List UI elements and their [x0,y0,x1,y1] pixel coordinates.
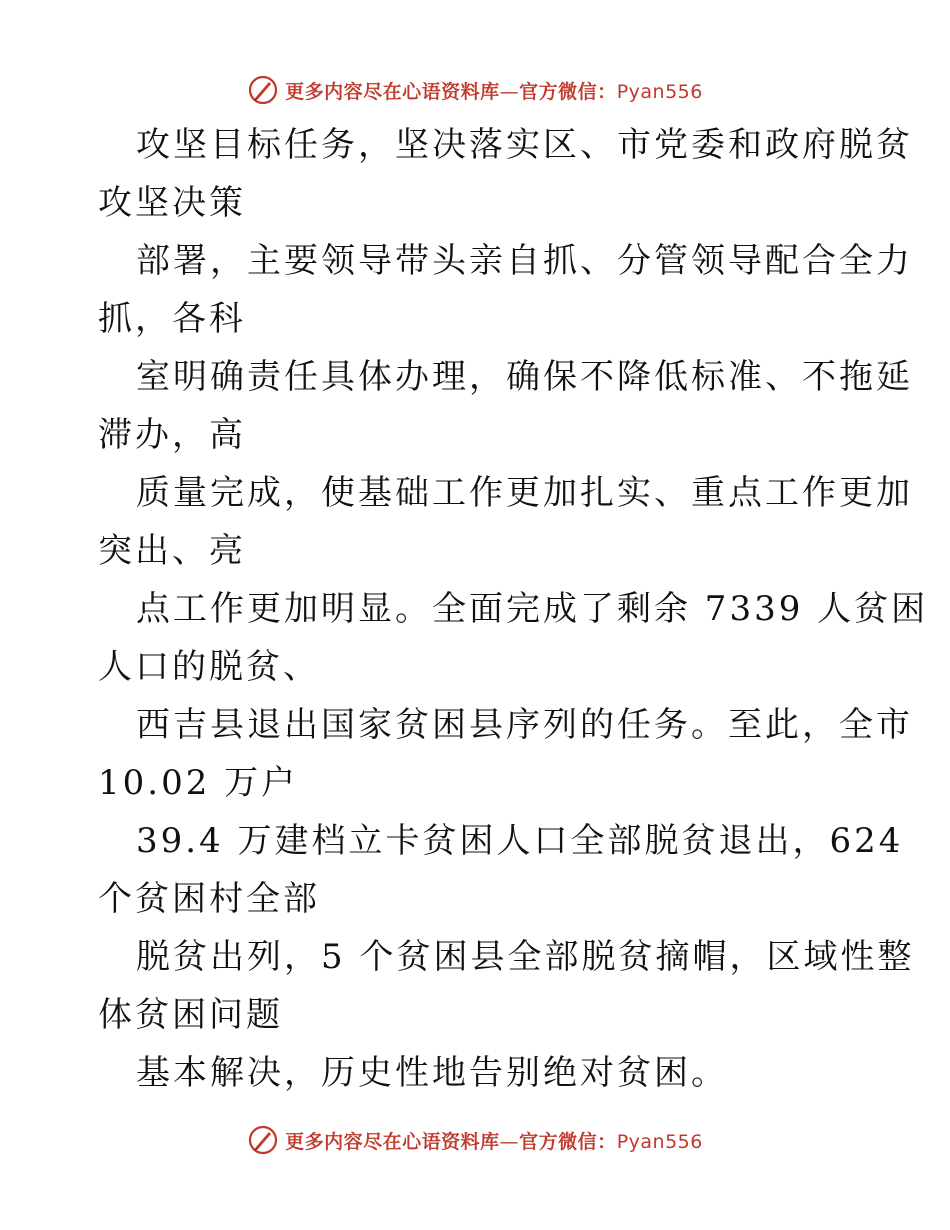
watermark-wechat-id: Pyan556 [616,80,703,103]
text-line: 室明确责任具体办理，确保不降低标准、不拖延 [136,357,913,397]
text-line: 体贫困问题 [98,995,283,1035]
watermark-brand: 更多内容尽在心语资料库 [285,80,500,103]
watermark-official: 官方微信： [519,80,617,103]
text-line: 西吉县退出国家贫困县序列的任务。至此，全市 [136,705,913,745]
text-line: 抓，各科 [98,299,246,339]
text-line: 10.02 万户 [98,763,299,803]
document-body [98,116,929,1102]
watermark-wechat-id: Pyan556 [616,1130,703,1153]
footer-watermark [0,1120,950,1160]
text-line: 部署，主要领导带头亲自抓、分管领导配合全力 [136,241,913,281]
text-line: 人口的脱贫、 [98,647,320,687]
text-line: 脱贫出列，5 个贫困县全部脱贫摘帽，区域性整 [136,937,915,977]
text-line: 基本解决，历史性地告别绝对贫困。 [136,1053,728,1093]
text-line: 39.4 万建档立卡贫困人口全部脱贫退出，624 [136,821,904,861]
text-line: 点工作更加明显。全面完成了剩余 7339 人贫困 [136,589,929,629]
watermark-dash: — [499,80,520,103]
header-watermark [0,70,950,110]
watermark-brand: 更多内容尽在心语资料库 [285,1130,500,1153]
quill-pen-logo-icon [247,74,279,106]
text-line: 质量完成，使基础工作更加扎实、重点工作更加 [136,473,913,513]
text-line: 个贫困村全部 [98,879,320,919]
watermark-dash: — [499,1130,520,1153]
text-line: 攻坚目标任务，坚决落实区、市党委和政府脱贫 [136,125,913,165]
watermark-official: 官方微信： [519,1130,617,1153]
quill-pen-logo-icon [247,1124,279,1156]
watermark-text [285,77,703,104]
text-line: 突出、亮 [98,531,246,571]
watermark-text [285,1127,703,1154]
text-line: 攻坚决策 [98,183,246,223]
text-line: 滞办，高 [98,415,246,455]
